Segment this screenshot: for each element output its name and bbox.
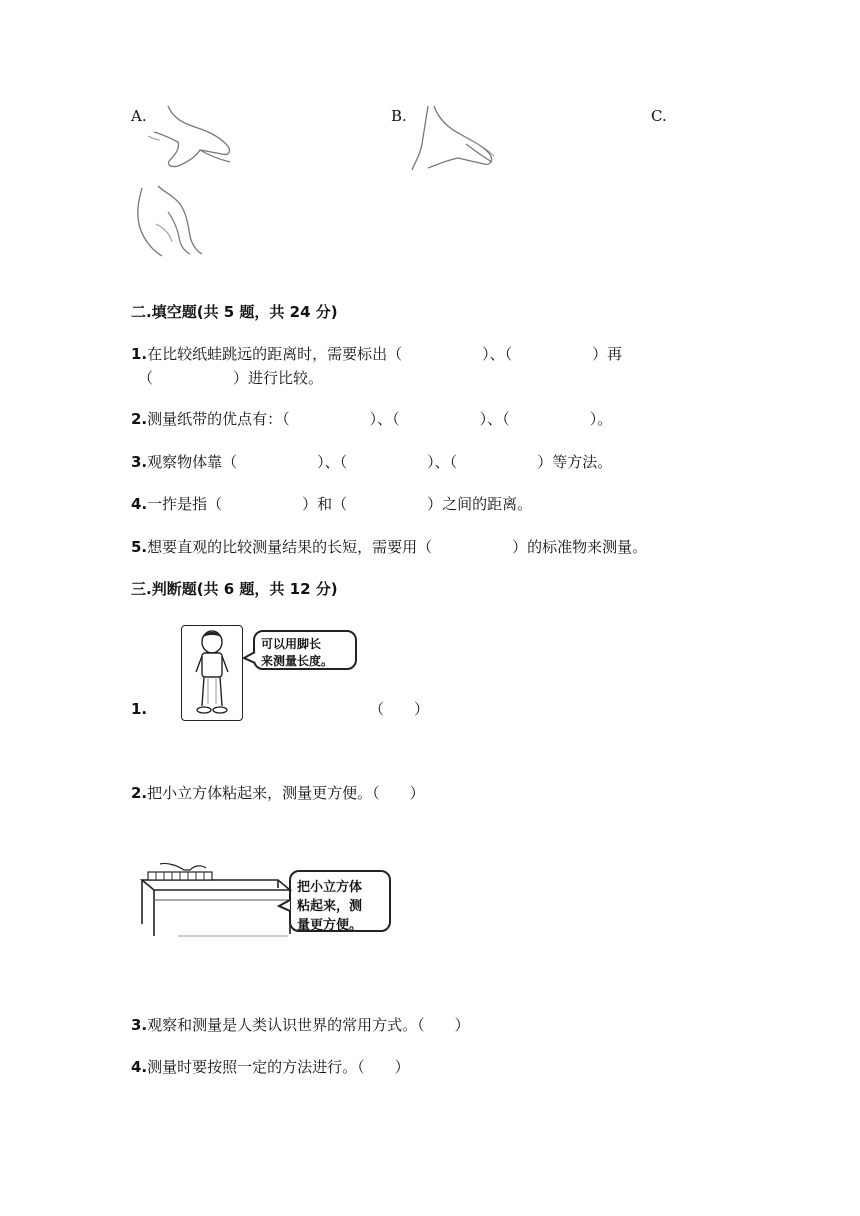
question-number: 2. [131, 784, 148, 802]
judge-4-text: 测量时要按照一定的方法进行。（ ） [147, 1058, 410, 1076]
q2-text-b: ）、（ [369, 410, 400, 428]
judge-3-text: 观察和测量是人类认识世界的常用方式。（ ） [147, 1016, 470, 1034]
q4-text-c: ）之间的距离。 [427, 495, 533, 513]
option-c-label: C. [651, 107, 667, 125]
boy-illustration-frame [181, 625, 243, 721]
question-number: 3. [131, 453, 148, 471]
q4-text-a: 一拃是指（ [147, 495, 223, 513]
judge-question-2 [131, 781, 425, 805]
bubble-1-line-2: 来测量长度。 [261, 654, 334, 668]
section-2-title: 二.填空题(共 5 题，共 24 分) [131, 303, 338, 321]
bubble-2-line-3: 量更方便。 [297, 918, 363, 933]
q3-text-d: ）等方法。 [537, 453, 613, 471]
q2-text-d: ）。 [589, 410, 613, 428]
hand-gesture-a-image [140, 104, 240, 174]
question-number: 5. [131, 538, 148, 556]
q1-text-c: ）再 [592, 345, 623, 363]
q1-text-d: （ [138, 369, 154, 387]
speech-bubble-2 [289, 870, 391, 932]
q3-text-c: ）、（ [427, 453, 458, 471]
question-number: 1. [131, 345, 148, 363]
judge-question-3 [131, 1013, 470, 1037]
bubble-1-line-1: 可以用脚长 [261, 637, 322, 651]
q4-text-b: ）和（ [302, 495, 348, 513]
question-number: 1. [131, 700, 148, 718]
table-illustration-image [138, 860, 298, 942]
speech-bubble-1 [253, 630, 357, 670]
fill-question-2 [131, 407, 612, 431]
section-3-title: 三.判断题(共 6 题，共 12 分) [131, 580, 338, 598]
bubble-1-tail [244, 652, 256, 664]
q5-text-b: ）的标准物来测量。 [512, 538, 648, 556]
option-a-label: A. [131, 107, 147, 125]
judge-question-1-number [131, 697, 147, 721]
fill-question-3 [131, 450, 612, 474]
bubble-2-line-1: 把小立方体 [297, 880, 363, 895]
judge-2-text: 把小立方体粘起来，测量更方便。（ ） [147, 784, 425, 802]
option-b-label: B. [391, 107, 407, 125]
fill-question-5 [131, 535, 647, 559]
question-number: 4. [131, 495, 148, 513]
judge-question-4 [131, 1055, 410, 1079]
hand-gesture-c-image [128, 184, 208, 264]
hand-gesture-b-image [408, 104, 503, 174]
question-number: 4. [131, 1058, 148, 1076]
q3-text-b: ）、（ [317, 453, 348, 471]
fill-question-1-line-2 [138, 366, 323, 390]
q1-text-e: ）进行比较。 [233, 369, 324, 387]
judge-question-1-answer: （ ） [369, 700, 430, 718]
question-number: 3. [131, 1016, 148, 1034]
fill-question-4 [131, 492, 532, 516]
q5-text-a: 想要直观的比较测量结果的长短，需要用（ [147, 538, 433, 556]
boy-figure-image [182, 626, 242, 720]
fill-question-1 [131, 342, 622, 366]
q3-text-a: 观察物体靠（ [147, 453, 238, 471]
bubble-2-line-2: 粘起来，测 [297, 899, 363, 914]
bubble-2-tail [279, 900, 291, 912]
q2-text-c: ）、（ [479, 410, 510, 428]
q1-text-b: ）、（ [482, 345, 513, 363]
q2-text-a: 测量纸带的优点有：（ [147, 410, 290, 428]
q1-text-a: 在比较纸蛙跳远的距离时，需要标出（ [147, 345, 403, 363]
question-number: 2. [131, 410, 148, 428]
